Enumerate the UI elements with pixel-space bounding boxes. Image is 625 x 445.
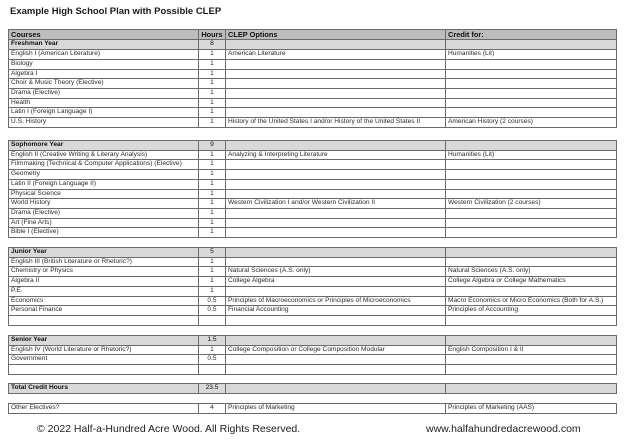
course-cell: Geometry [9,170,199,180]
course-cell: Algebra II [9,277,199,287]
credit-cell [446,69,617,79]
table-row [9,108,617,118]
table-row [9,189,617,199]
table-row [9,199,617,209]
credit-cell [446,208,617,218]
clep-cell: Principles of Macroeconomics or Principles of Microeconomics [226,296,446,306]
table-row [9,179,617,189]
total-hours: 23.5 [199,384,226,394]
clep-cell: Analyzing & Interpreting Literature [226,150,446,160]
clep-cell [226,88,446,98]
table-row [9,355,617,365]
hours-cell: 1 [199,118,226,128]
credit-cell [446,79,617,89]
section-label: Sophomore Year [9,141,199,151]
section-hours: 9 [199,141,226,151]
hours-cell: 1 [199,179,226,189]
credit-cell [446,365,617,375]
hours-cell: 1 [199,88,226,98]
clep-cell [226,179,446,189]
course-cell: English II (Creative Writing & Literary Analysis) [9,150,199,160]
total-label: Total Credit Hours [9,384,199,394]
course-cell: Biology [9,59,199,69]
course-cell [9,365,199,375]
document-title: Example High School Plan with Possible CLEP [10,6,222,17]
clep-cell: College Algebra [226,277,446,287]
table-row [9,365,617,375]
clep-cell [226,315,446,325]
table-row [9,50,617,60]
section-label: Senior Year [9,336,199,346]
credit-cell: Humanities (Lit) [446,50,617,60]
clep-cell: Financial Accounting [226,306,446,316]
table-row [9,345,617,355]
credit-cell [446,189,617,199]
table-row [9,296,617,306]
course-cell: Art (Fine Arts) [9,218,199,228]
course-cell: Other Electives? [9,404,199,414]
credit-cell: Principles of Marketing (AAS) [446,404,617,414]
table-row [9,228,617,238]
total-table [8,383,617,394]
credit-cell [446,108,617,118]
table-row [9,218,617,228]
header-courses: Courses [9,30,199,40]
total-row [9,384,617,394]
table-row [9,88,617,98]
hours-cell [199,315,226,325]
clep-cell [226,286,446,296]
table-row [9,59,617,69]
course-cell: Algebra I [9,69,199,79]
section-hours: 5 [199,248,226,258]
course-cell: Chemistry or Physics [9,267,199,277]
other-electives-row [9,404,617,414]
course-cell: Drama (Elective) [9,88,199,98]
clep-cell: College Composition or College Composition Modular [226,345,446,355]
course-cell: Latin I (Foreign Language I) [9,108,199,118]
hours-cell: 4 [199,404,226,414]
table-row [9,208,617,218]
credit-cell: Western Civilization (2 courses) [446,199,617,209]
hours-cell: 1 [199,345,226,355]
credit-cell: Humanities (Lit) [446,150,617,160]
hours-cell: 1 [199,50,226,60]
table-row [9,150,617,160]
hours-cell: 1 [199,69,226,79]
clep-cell: History of the United States I and/or History of the United States II [226,118,446,128]
credit-cell [446,160,617,170]
credit-cell [446,59,617,69]
course-cell: U.S. History [9,118,199,128]
credit-cell [446,98,617,108]
clep-cell [226,69,446,79]
course-cell: Economics [9,296,199,306]
section-row-senior [9,336,617,346]
clep-cell [226,228,446,238]
hours-cell: 1 [199,257,226,267]
clep-cell [226,355,446,365]
course-cell: Physical Science [9,189,199,199]
hours-cell: 0.5 [199,296,226,306]
clep-cell: Principles of Marketing [226,404,446,414]
hours-cell: 1 [199,199,226,209]
table-row [9,98,617,108]
hours-cell: 1 [199,228,226,238]
hours-cell: 1 [199,98,226,108]
freshman-table [8,29,617,128]
credit-cell [446,315,617,325]
hours-cell: 1 [199,189,226,199]
table-row [9,257,617,267]
credit-cell [446,170,617,180]
table-row [9,118,617,128]
clep-cell [226,79,446,89]
hours-cell: 1 [199,218,226,228]
hours-cell: 1 [199,150,226,160]
hours-cell: 0.5 [199,306,226,316]
credit-cell: American History (2 courses) [446,118,617,128]
course-cell: Health [9,98,199,108]
course-cell: English III (British Literature or Rhetoric?) [9,257,199,267]
credit-cell [446,218,617,228]
clep-cell [226,98,446,108]
hours-cell: 1 [199,267,226,277]
credit-cell: Principles of Accounting [446,306,617,316]
hours-cell: 1 [199,79,226,89]
course-cell: English I (American Literature) [9,50,199,60]
senior-table [8,335,617,375]
header-credit: Credit for: [446,30,617,40]
clep-cell [226,189,446,199]
course-cell: P.E. [9,286,199,296]
table-row [9,286,617,296]
table-row [9,315,617,325]
section-label: Junior Year [9,248,199,258]
course-cell: World History [9,199,199,209]
course-cell: Bible I (Elective) [9,228,199,238]
clep-cell [226,257,446,267]
table-row [9,170,617,180]
header-hours: Hours [199,30,226,40]
credit-cell [446,257,617,267]
hours-cell: 1 [199,208,226,218]
credit-cell [446,355,617,365]
clep-cell [226,170,446,180]
section-row-freshman [9,40,617,50]
clep-cell [226,208,446,218]
header-clep: CLEP Options [226,30,446,40]
hours-cell: 1 [199,277,226,287]
credit-cell: Natural Sciences (A.S. only) [446,267,617,277]
clep-cell [226,365,446,375]
clep-cell: Western Civilization I and/or Western Civilization II [226,199,446,209]
hours-cell: 1 [199,108,226,118]
course-cell: Latin II (Foreign Language II) [9,179,199,189]
junior-table [8,247,617,326]
other-electives-table [8,403,617,414]
credit-cell [446,179,617,189]
sophomore-table [8,140,617,238]
course-cell: Filmmaking (Technical & Computer Applications) (Elective) [9,160,199,170]
course-cell: Personal Finance [9,306,199,316]
course-cell: English IV (World Literature or Rhetoric?) [9,345,199,355]
table-row [9,306,617,316]
section-row-junior [9,248,617,258]
credit-cell: Macro Economics or Micro Economics (Both for A.S.) [446,296,617,306]
credit-cell: English Composition I & II [446,345,617,355]
hours-cell: 1 [199,286,226,296]
clep-cell [226,108,446,118]
table-row [9,160,617,170]
hours-cell [199,365,226,375]
hours-cell: 0.5 [199,355,226,365]
copyright-notice: © 2022 Half-a-Hundred Acre Wood. All Rights Reserved. [37,423,301,435]
hours-cell: 1 [199,160,226,170]
hours-cell: 1 [199,170,226,180]
credit-cell: College Algebra or College Mathematics [446,277,617,287]
clep-cell: American Literature [226,50,446,60]
course-cell: Choir & Music Theory (Elective) [9,79,199,89]
table-row [9,79,617,89]
course-cell [9,315,199,325]
credit-cell [446,228,617,238]
header-row [9,30,617,40]
course-cell: Drama (Elective) [9,208,199,218]
clep-cell [226,160,446,170]
section-hours: 1.5 [199,336,226,346]
credit-cell [446,88,617,98]
clep-cell: Natural Sciences (A.S. only) [226,267,446,277]
table-row [9,69,617,79]
course-cell: Government [9,355,199,365]
credit-cell [446,286,617,296]
section-label: Freshman Year [9,40,199,50]
website-link[interactable]: www.halfahundredacrewood.com [426,423,581,435]
table-row [9,277,617,287]
table-row [9,267,617,277]
section-row-sophomore [9,141,617,151]
clep-cell [226,218,446,228]
clep-cell [226,59,446,69]
hours-cell: 1 [199,59,226,69]
section-hours: 8 [199,40,226,50]
